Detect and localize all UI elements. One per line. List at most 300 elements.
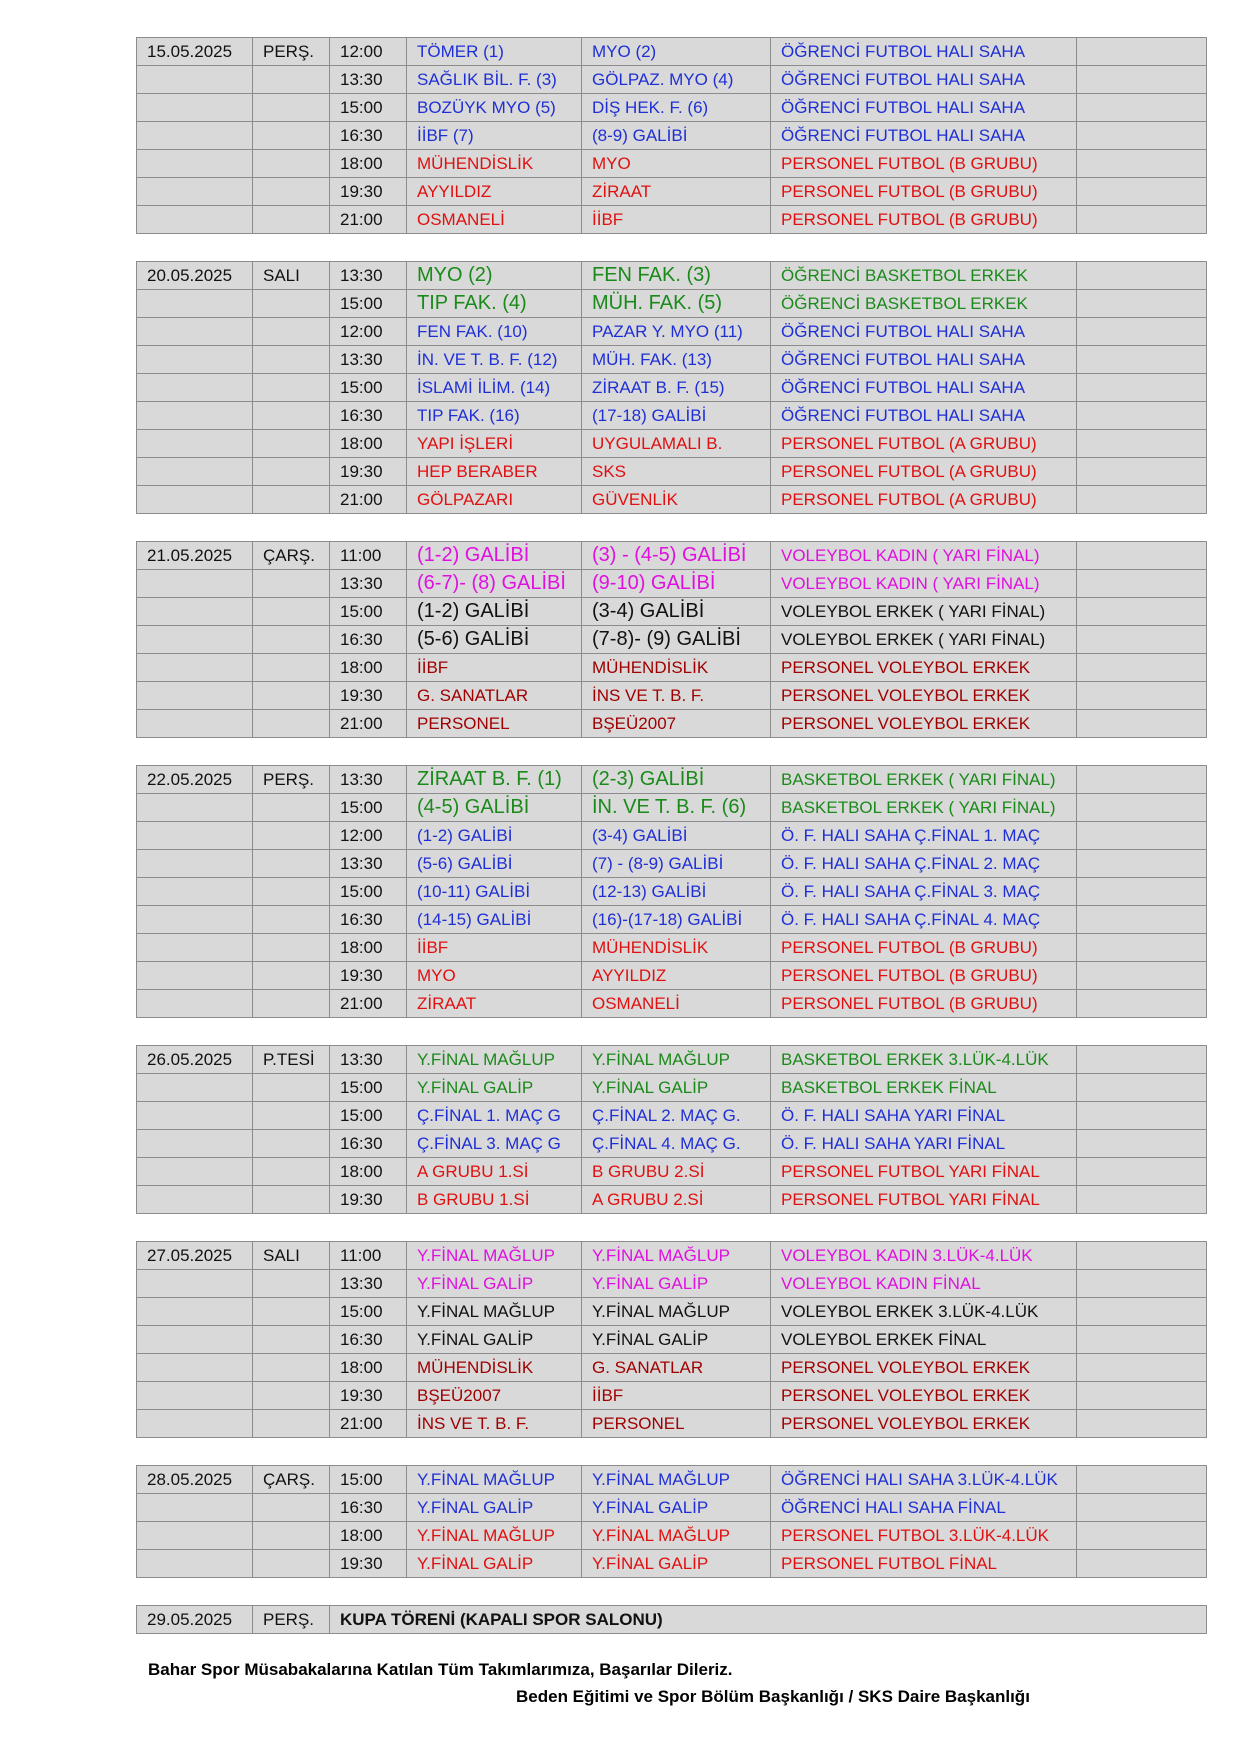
team2-cell: GÜVENLİK (582, 486, 771, 514)
table-row (137, 542, 1207, 570)
time-cell: 19:30 (330, 1382, 407, 1410)
table-row (137, 1298, 1207, 1326)
team1-cell: ZİRAAT B. F. (1) (407, 766, 582, 794)
team2-cell: ZİRAAT B. F. (15) (582, 374, 771, 402)
team2-cell: UYGULAMALI B. (582, 430, 771, 458)
time-cell: 18:00 (330, 1522, 407, 1550)
team2-cell: B GRUBU 2.Sİ (582, 1158, 771, 1186)
date-cell (137, 1130, 253, 1158)
team1-cell: Y.FİNAL MAĞLUP (407, 1298, 582, 1326)
day-cell (253, 1074, 330, 1102)
time-cell: 13:30 (330, 66, 407, 94)
team1-cell: Ç.FİNAL 3. MAÇ G (407, 1130, 582, 1158)
team2-cell: Y.FİNAL GALİP (582, 1550, 771, 1578)
day-cell: ÇARŞ. (253, 542, 330, 570)
date-cell (137, 1158, 253, 1186)
table-row (137, 654, 1207, 682)
empty-cell (1077, 374, 1207, 402)
team2-cell: GÖLPAZ. MYO (4) (582, 66, 771, 94)
team1-cell: Y.FİNAL MAĞLUP (407, 1522, 582, 1550)
event-cell: VOLEYBOL ERKEK FİNAL (771, 1326, 1077, 1354)
day-cell: PERŞ. (253, 38, 330, 66)
team2-cell: (3-4) GALİBİ (582, 822, 771, 850)
time-cell: 21:00 (330, 1410, 407, 1438)
time-cell: 19:30 (330, 682, 407, 710)
event-cell: Ö. F. HALI SAHA Ç.FİNAL 1. MAÇ (771, 822, 1077, 850)
team2-cell: (3) - (4-5) GALİBİ (582, 542, 771, 570)
team1-cell: AYYILDIZ (407, 178, 582, 206)
time-cell: 16:30 (330, 1494, 407, 1522)
day-cell (253, 598, 330, 626)
date-cell (137, 626, 253, 654)
table-row (137, 486, 1207, 514)
table-row (137, 94, 1207, 122)
empty-cell (1077, 766, 1207, 794)
table-row (137, 458, 1207, 486)
day-cell (253, 66, 330, 94)
time-cell: 11:00 (330, 542, 407, 570)
table-row (137, 1494, 1207, 1522)
table-row (137, 290, 1207, 318)
empty-cell (1077, 1242, 1207, 1270)
table-row (137, 794, 1207, 822)
time-cell: 13:30 (330, 1270, 407, 1298)
time-cell: 11:00 (330, 1242, 407, 1270)
team2-cell: DİŞ HEK. F. (6) (582, 94, 771, 122)
empty-cell (1077, 178, 1207, 206)
event-cell: BASKETBOL ERKEK 3.LÜK-4.LÜK (771, 1046, 1077, 1074)
team1-cell: (1-2) GALİBİ (407, 598, 582, 626)
time-cell: 15:00 (330, 1466, 407, 1494)
day-cell (253, 206, 330, 234)
event-cell: PERSONEL VOLEYBOL ERKEK (771, 1354, 1077, 1382)
event-cell: PERSONEL VOLEYBOL ERKEK (771, 654, 1077, 682)
team1-cell: İİBF (7) (407, 122, 582, 150)
table-row (137, 1270, 1207, 1298)
empty-cell (1077, 1046, 1207, 1074)
date-cell (137, 318, 253, 346)
empty-cell (1077, 1410, 1207, 1438)
event-cell: VOLEYBOL KADIN ( YARI FİNAL) (771, 570, 1077, 598)
table-row (137, 710, 1207, 738)
time-cell: 18:00 (330, 430, 407, 458)
table-row (137, 1466, 1207, 1494)
empty-cell (1077, 38, 1207, 66)
day-cell (253, 458, 330, 486)
date-cell: 26.05.2025 (137, 1046, 253, 1074)
date-cell (137, 206, 253, 234)
day-cell: ÇARŞ. (253, 1466, 330, 1494)
time-cell: 18:00 (330, 1354, 407, 1382)
empty-cell (1077, 94, 1207, 122)
table-row (137, 1522, 1207, 1550)
empty-cell (1077, 1382, 1207, 1410)
day-cell (253, 402, 330, 430)
table-row (137, 1186, 1207, 1214)
empty-cell (1077, 1158, 1207, 1186)
event-cell: PERSONEL FUTBOL FİNAL (771, 1550, 1077, 1578)
table-row (137, 122, 1207, 150)
team1-cell: HEP BERABER (407, 458, 582, 486)
team1-cell: MYO (407, 962, 582, 990)
day-cell (253, 1354, 330, 1382)
day-cell (253, 290, 330, 318)
time-cell: 15:00 (330, 1074, 407, 1102)
empty-cell (1077, 1298, 1207, 1326)
date-cell (137, 122, 253, 150)
schedule (136, 37, 1206, 1661)
table-row (137, 1130, 1207, 1158)
time-cell: 19:30 (330, 458, 407, 486)
event-cell: PERSONEL FUTBOL (A GRUBU) (771, 486, 1077, 514)
time-cell: 16:30 (330, 122, 407, 150)
date-cell (137, 290, 253, 318)
date-cell (137, 1382, 253, 1410)
event-cell: ÖĞRENCİ HALI SAHA 3.LÜK-4.LÜK (771, 1466, 1077, 1494)
date-cell: 21.05.2025 (137, 542, 253, 570)
team2-cell: (3-4) GALİBİ (582, 598, 771, 626)
team1-cell: TÖMER (1) (407, 38, 582, 66)
day-cell (253, 1102, 330, 1130)
event-cell: ÖĞRENCİ BASKETBOL ERKEK (771, 262, 1077, 290)
event-cell: BASKETBOL ERKEK FİNAL (771, 1074, 1077, 1102)
day-cell: PERŞ. (253, 1606, 330, 1634)
team1-cell: ZİRAAT (407, 990, 582, 1018)
empty-cell (1077, 262, 1207, 290)
empty-cell (1077, 66, 1207, 94)
team1-cell: B GRUBU 1.Sİ (407, 1186, 582, 1214)
team1-cell: (10-11) GALİBİ (407, 878, 582, 906)
date-cell (137, 598, 253, 626)
time-cell: 16:30 (330, 1130, 407, 1158)
empty-cell (1077, 206, 1207, 234)
event-cell: PERSONEL FUTBOL 3.LÜK-4.LÜK (771, 1522, 1077, 1550)
empty-cell (1077, 682, 1207, 710)
event-cell: PERSONEL FUTBOL (A GRUBU) (771, 430, 1077, 458)
date-cell (137, 1074, 253, 1102)
day-cell: PERŞ. (253, 766, 330, 794)
empty-cell (1077, 542, 1207, 570)
team1-cell: (6-7)- (8) GALİBİ (407, 570, 582, 598)
time-cell: 21:00 (330, 710, 407, 738)
team1-cell: Y.FİNAL GALİP (407, 1270, 582, 1298)
team1-cell: MÜHENDİSLİK (407, 150, 582, 178)
time-cell: 13:30 (330, 346, 407, 374)
team2-cell: Y.FİNAL MAĞLUP (582, 1522, 771, 1550)
table-row (137, 1326, 1207, 1354)
time-cell: 13:30 (330, 766, 407, 794)
team2-cell: Y.FİNAL GALİP (582, 1074, 771, 1102)
table-row (137, 822, 1207, 850)
day-table (136, 37, 1207, 234)
time-cell: 19:30 (330, 1186, 407, 1214)
table-row (137, 878, 1207, 906)
empty-cell (1077, 710, 1207, 738)
date-cell: 27.05.2025 (137, 1242, 253, 1270)
team1-cell: BOZÜYK MYO (5) (407, 94, 582, 122)
team1-cell: Y.FİNAL MAĞLUP (407, 1046, 582, 1074)
table-row (137, 206, 1207, 234)
empty-cell (1077, 1270, 1207, 1298)
time-cell: 15:00 (330, 374, 407, 402)
event-cell: ÖĞRENCİ FUTBOL HALI SAHA (771, 374, 1077, 402)
date-cell (137, 178, 253, 206)
team2-cell: (8-9) GALİBİ (582, 122, 771, 150)
day-cell (253, 850, 330, 878)
time-cell: 15:00 (330, 94, 407, 122)
event-cell: Ö. F. HALI SAHA YARI FİNAL (771, 1102, 1077, 1130)
team2-cell: Y.FİNAL MAĞLUP (582, 1242, 771, 1270)
team2-cell: (16)-(17-18) GALİBİ (582, 906, 771, 934)
day-cell (253, 318, 330, 346)
team2-cell: Y.FİNAL MAĞLUP (582, 1298, 771, 1326)
event-cell: PERSONEL FUTBOL (B GRUBU) (771, 962, 1077, 990)
empty-cell (1077, 122, 1207, 150)
team2-cell: ZİRAAT (582, 178, 771, 206)
team1-cell: (14-15) GALİBİ (407, 906, 582, 934)
empty-cell (1077, 1074, 1207, 1102)
date-cell (137, 1298, 253, 1326)
team2-cell: SKS (582, 458, 771, 486)
time-cell: 15:00 (330, 290, 407, 318)
time-cell: 12:00 (330, 822, 407, 850)
date-cell (137, 486, 253, 514)
empty-cell (1077, 318, 1207, 346)
date-cell (137, 822, 253, 850)
event-cell: ÖĞRENCİ FUTBOL HALI SAHA (771, 94, 1077, 122)
date-cell (137, 878, 253, 906)
table-row (137, 1354, 1207, 1382)
date-cell (137, 906, 253, 934)
empty-cell (1077, 486, 1207, 514)
day-cell (253, 710, 330, 738)
empty-cell (1077, 1354, 1207, 1382)
event-cell: ÖĞRENCİ FUTBOL HALI SAHA (771, 66, 1077, 94)
day-cell (253, 934, 330, 962)
time-cell: 13:30 (330, 570, 407, 598)
team2-cell: AYYILDIZ (582, 962, 771, 990)
time-cell: 15:00 (330, 598, 407, 626)
date-cell (137, 682, 253, 710)
team1-cell: İİBF (407, 934, 582, 962)
table-row (137, 374, 1207, 402)
time-cell: 21:00 (330, 206, 407, 234)
date-cell (137, 1522, 253, 1550)
day-cell (253, 1326, 330, 1354)
date-cell (137, 962, 253, 990)
date-cell (137, 990, 253, 1018)
empty-cell (1077, 878, 1207, 906)
empty-cell (1077, 1326, 1207, 1354)
team2-cell: İNS VE T. B. F. (582, 682, 771, 710)
date-cell (137, 1186, 253, 1214)
empty-cell (1077, 430, 1207, 458)
time-cell: 16:30 (330, 626, 407, 654)
date-cell: 29.05.2025 (137, 1606, 253, 1634)
team2-cell: G. SANATLAR (582, 1354, 771, 1382)
date-cell (137, 150, 253, 178)
date-cell: 22.05.2025 (137, 766, 253, 794)
team1-cell: SAĞLIK BİL. F. (3) (407, 66, 582, 94)
team1-cell: İNS VE T. B. F. (407, 1410, 582, 1438)
event-cell: ÖĞRENCİ FUTBOL HALI SAHA (771, 346, 1077, 374)
team2-cell: A GRUBU 2.Sİ (582, 1186, 771, 1214)
empty-cell (1077, 150, 1207, 178)
day-cell (253, 962, 330, 990)
event-cell: Ö. F. HALI SAHA Ç.FİNAL 3. MAÇ (771, 878, 1077, 906)
empty-cell (1077, 402, 1207, 430)
date-cell (137, 654, 253, 682)
date-cell (137, 570, 253, 598)
time-cell: 18:00 (330, 934, 407, 962)
table-row (137, 262, 1207, 290)
empty-cell (1077, 1102, 1207, 1130)
date-cell (137, 1270, 253, 1298)
empty-cell (1077, 822, 1207, 850)
table-row (137, 178, 1207, 206)
team2-cell: MÜHENDİSLİK (582, 654, 771, 682)
table-row (137, 1242, 1207, 1270)
team2-cell: PERSONEL (582, 1410, 771, 1438)
table-row (137, 402, 1207, 430)
date-cell (137, 458, 253, 486)
time-cell: 15:00 (330, 1102, 407, 1130)
time-cell: 18:00 (330, 1158, 407, 1186)
table-row (137, 766, 1207, 794)
day-cell (253, 346, 330, 374)
team1-cell: (1-2) GALİBİ (407, 822, 582, 850)
empty-cell (1077, 290, 1207, 318)
date-cell (137, 794, 253, 822)
table-row (137, 1550, 1207, 1578)
table-row (137, 38, 1207, 66)
empty-cell (1077, 1550, 1207, 1578)
empty-cell (1077, 1186, 1207, 1214)
team2-cell: BŞEÜ2007 (582, 710, 771, 738)
day-cell (253, 1186, 330, 1214)
empty-cell (1077, 1522, 1207, 1550)
team2-cell: (17-18) GALİBİ (582, 402, 771, 430)
team2-cell: MÜH. FAK. (5) (582, 290, 771, 318)
table-row (137, 906, 1207, 934)
table-row (137, 682, 1207, 710)
table-row (137, 150, 1207, 178)
empty-cell (1077, 654, 1207, 682)
date-cell: 15.05.2025 (137, 38, 253, 66)
table-row (137, 850, 1207, 878)
time-cell: 13:30 (330, 1046, 407, 1074)
team2-cell: (7) - (8-9) GALİBİ (582, 850, 771, 878)
team1-cell: MÜHENDİSLİK (407, 1354, 582, 1382)
empty-cell (1077, 626, 1207, 654)
event-cell: PERSONEL VOLEYBOL ERKEK (771, 1382, 1077, 1410)
table-row (137, 430, 1207, 458)
day-cell (253, 122, 330, 150)
event-cell: PERSONEL FUTBOL (B GRUBU) (771, 150, 1077, 178)
team2-cell: Y.FİNAL MAĞLUP (582, 1466, 771, 1494)
time-cell: 19:30 (330, 178, 407, 206)
date-cell (137, 1326, 253, 1354)
date-cell (137, 850, 253, 878)
day-cell (253, 150, 330, 178)
team1-cell: Y.FİNAL MAĞLUP (407, 1466, 582, 1494)
empty-cell (1077, 990, 1207, 1018)
ceremony-table (136, 1605, 1207, 1634)
team1-cell: TIP FAK. (16) (407, 402, 582, 430)
day-cell (253, 94, 330, 122)
day-cell (253, 1158, 330, 1186)
table-row (137, 990, 1207, 1018)
event-cell: BASKETBOL ERKEK ( YARI FİNAL) (771, 794, 1077, 822)
team1-cell: Y.FİNAL GALİP (407, 1074, 582, 1102)
date-cell (137, 94, 253, 122)
time-cell: 12:00 (330, 318, 407, 346)
team1-cell: (1-2) GALİBİ (407, 542, 582, 570)
time-cell: 15:00 (330, 794, 407, 822)
team2-cell: PAZAR Y. MYO (11) (582, 318, 771, 346)
date-cell: 28.05.2025 (137, 1466, 253, 1494)
table-row (137, 1074, 1207, 1102)
team2-cell: (2-3) GALİBİ (582, 766, 771, 794)
empty-cell (1077, 1494, 1207, 1522)
table-row (137, 570, 1207, 598)
footer-signature: Beden Eğitimi ve Spor Bölüm Başkanlığı / SKS Daire Başkanlığı (516, 1687, 1030, 1706)
table-row (137, 1606, 1207, 1634)
event-cell: PERSONEL FUTBOL (B GRUBU) (771, 178, 1077, 206)
day-table (136, 261, 1207, 514)
table-row (137, 318, 1207, 346)
empty-cell (1077, 1130, 1207, 1158)
day-cell (253, 682, 330, 710)
time-cell: 21:00 (330, 486, 407, 514)
team2-cell: (12-13) GALİBİ (582, 878, 771, 906)
event-cell: BASKETBOL ERKEK ( YARI FİNAL) (771, 766, 1077, 794)
event-cell: PERSONEL FUTBOL (B GRUBU) (771, 990, 1077, 1018)
time-cell: 15:00 (330, 1298, 407, 1326)
team2-cell: (7-8)- (9) GALİBİ (582, 626, 771, 654)
empty-cell (1077, 962, 1207, 990)
event-cell: ÖĞRENCİ FUTBOL HALI SAHA (771, 318, 1077, 346)
time-cell: 13:30 (330, 850, 407, 878)
event-cell: PERSONEL VOLEYBOL ERKEK (771, 710, 1077, 738)
event-cell: VOLEYBOL ERKEK ( YARI FİNAL) (771, 598, 1077, 626)
event-cell: Ö. F. HALI SAHA Ç.FİNAL 4. MAÇ (771, 906, 1077, 934)
team2-cell: Ç.FİNAL 4. MAÇ G. (582, 1130, 771, 1158)
time-cell: 13:30 (330, 262, 407, 290)
day-cell (253, 822, 330, 850)
team1-cell: İİBF (407, 654, 582, 682)
ceremony-text: KUPA TÖRENİ (KAPALI SPOR SALONU) (330, 1606, 1207, 1634)
day-cell (253, 570, 330, 598)
team2-cell: MÜHENDİSLİK (582, 934, 771, 962)
day-cell: P.TESİ (253, 1046, 330, 1074)
team1-cell: TIP FAK. (4) (407, 290, 582, 318)
team2-cell: MYO (582, 150, 771, 178)
table-row (137, 626, 1207, 654)
team1-cell: BŞEÜ2007 (407, 1382, 582, 1410)
table-row (137, 1102, 1207, 1130)
team2-cell: Y.FİNAL MAĞLUP (582, 1046, 771, 1074)
date-cell (137, 1354, 253, 1382)
team1-cell: Y.FİNAL MAĞLUP (407, 1242, 582, 1270)
team2-cell: İN. VE T. B. F. (6) (582, 794, 771, 822)
event-cell: PERSONEL FUTBOL YARI FİNAL (771, 1158, 1077, 1186)
event-cell: Ö. F. HALI SAHA YARI FİNAL (771, 1130, 1077, 1158)
event-cell: VOLEYBOL KADIN FİNAL (771, 1270, 1077, 1298)
table-row (137, 1046, 1207, 1074)
day-cell (253, 1494, 330, 1522)
day-cell (253, 794, 330, 822)
